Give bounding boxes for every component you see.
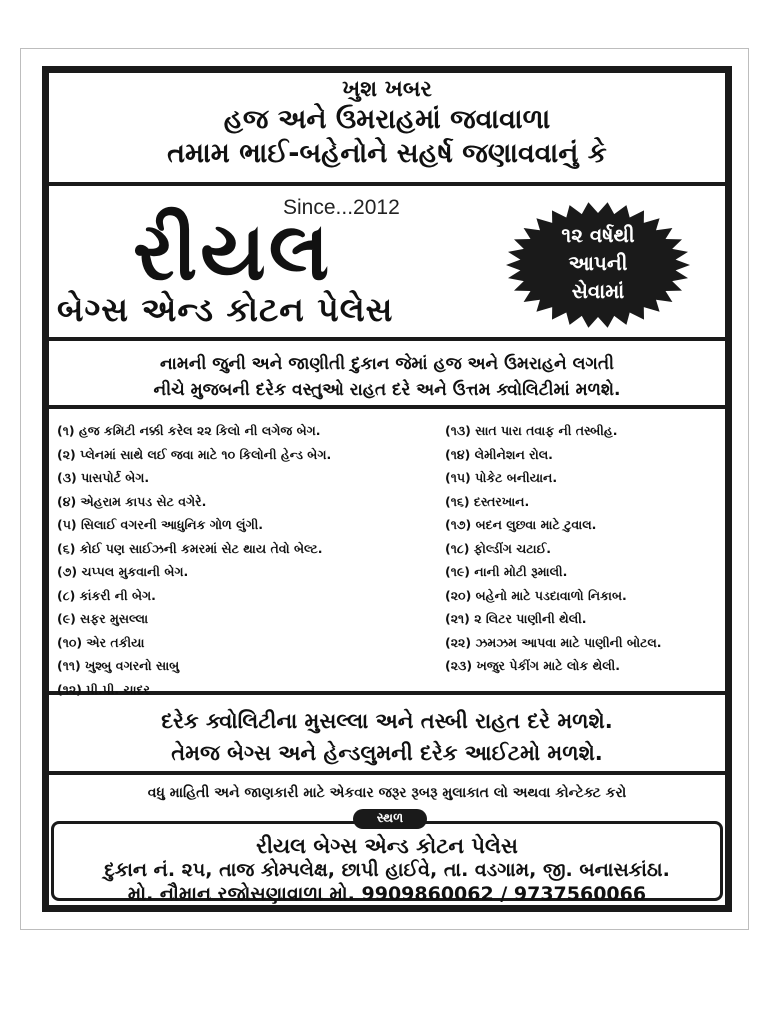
- intro-section: [49, 345, 725, 409]
- location-label: સ્થળ: [353, 809, 427, 829]
- list-item: (૧૯) નાની મોટી રૂમાલી.: [445, 564, 568, 579]
- list-item: (૨) પ્લેનમાં સાથે લઈ જવા માટે ૧૦ કિલોની હેન્ડ બેગ.: [57, 446, 332, 462]
- brand-subtitle: બેગ્સ એન્ડ કોટન પેલેસ: [57, 290, 394, 329]
- list-item: (૬) કોઈ પણ સાઈઝની કમરમાં સેટ થાય તેવો બેલ્ટ.: [57, 540, 323, 556]
- seal-line-1: ૧૨ વર્ષથી: [561, 223, 635, 247]
- shop-name: રીયલ બેગ્સ એન્ડ કોટન પેલેસ: [256, 834, 518, 858]
- contact-section: [49, 779, 725, 905]
- header-hajj-umrah: હજ અને ઉમરાહમાં જવાવાળા: [223, 104, 551, 135]
- list-item: (૧૭) બદન લુછવા માટે ટુવાલ.: [445, 517, 597, 532]
- items-left-column: [57, 419, 445, 701]
- header-section: [49, 73, 725, 186]
- list-item: (૧) હજ કમિટી નક્કી કરેલ ૨૨ કિલો ની લગેજ બેગ.: [57, 423, 321, 438]
- list-item: (૨૨) ઝમઝમ આપવા માટે પાણીની બોટલ.: [445, 634, 662, 650]
- mobile-numbers: મો. નૌમાન રજોસણાવાળા મો. 9909860062 / 9737560066: [127, 883, 647, 905]
- list-item: (૨૧) ૨ લિટર પાણીની થેલી.: [445, 611, 587, 626]
- items-right-column: [445, 419, 725, 678]
- intro-line-2: નીચે મુજબની દરેક વસ્તુઓ રાહત દરે અને ઉત્તમ ક્વોલિટીમાં મળશે.: [153, 380, 621, 400]
- list-item: (૭) ચપ્પલ મુકવાની બેગ.: [57, 564, 189, 579]
- address-box: [51, 821, 723, 905]
- seal-line-2: આપની: [568, 251, 628, 275]
- since-year: Since...2012: [283, 196, 400, 219]
- seal-line-3: સેવામાં: [571, 279, 625, 303]
- list-item: (૧૪) લેમીનેશન રોલ.: [445, 446, 553, 462]
- quality-line-1: દરેક ક્વોલિટીના મુસલ્લા અને તસ્બી રાહત દરે મળશે.: [161, 709, 613, 733]
- list-item: (૩) પાસપોર્ટ બેગ.: [57, 470, 150, 485]
- list-item: (૧૫) પોકેટ બનીયાન.: [445, 470, 558, 485]
- list-item: (૯) સફર મુસલ્લા: [57, 611, 149, 626]
- brand-section: [49, 186, 725, 341]
- list-item: (૫) સિલાઈ વગરની આધુનિક ગોળ લુંગી.: [57, 517, 264, 532]
- list-item: (૧૬) દસ્તરખાન.: [445, 493, 530, 509]
- quality-line-2: તેમજ બેગ્સ અને હેન્ડલુમની દરેક આઈટમો મળશે.: [171, 741, 603, 765]
- header-announcement: તમામ ભાઈ-બહેનોને સહર્ષ જણાવવાનું કે: [167, 138, 607, 169]
- header-good-news: ખુશ ખબર: [342, 77, 432, 102]
- list-item: (૧૦) એર તકીયા: [57, 634, 145, 650]
- list-item: (૧૨) પી.પી. ચાદર: [57, 681, 150, 697]
- list-item: (૧૩) સાત પારા તવાફ ની તસ્બીહ.: [445, 423, 618, 438]
- shop-address: દુકાન નં. ૨૫, તાજ કોમ્પલેક્ષ, છાપી હાઈવે, તા. વડગામ, જી. બનાસકાંઠા.: [104, 859, 670, 881]
- list-item: (૨૩) ખજુર પેકીંગ માટે લોક થેલી.: [445, 658, 620, 673]
- items-section: [49, 413, 725, 695]
- brand-name: રીયલ: [133, 205, 333, 298]
- list-item: (૪) એહરામ કાપડ સેટ વગેરે.: [57, 493, 207, 509]
- list-item: (૨૦) બહેનો માટે પડદાવાળો નિકાબ.: [445, 587, 627, 603]
- advertisement-frame: [42, 66, 732, 912]
- quality-section: [49, 699, 725, 775]
- years-of-service-seal: [505, 201, 691, 329]
- seal-text: [505, 221, 691, 305]
- intro-line-1: નામની જુની અને જાણીતી દુકાન જેમાં હજ અને ઉમરાહને લગતી: [160, 354, 614, 374]
- list-item: (૮) કાંકરી ની બેગ.: [57, 587, 156, 603]
- list-item: (૧૮) ફોલ્ડીંગ ચટાઈ.: [445, 540, 551, 556]
- list-item: (૧૧) ખુશ્બુ વગરનો સાબુ: [57, 658, 180, 673]
- contact-info: વધુ માહિતી અને જાણકારી માટે એકવાર જરૂર રૂબરૂ મુલાકાત લો અથવા કોન્ટેક્ટ કરો: [147, 785, 627, 801]
